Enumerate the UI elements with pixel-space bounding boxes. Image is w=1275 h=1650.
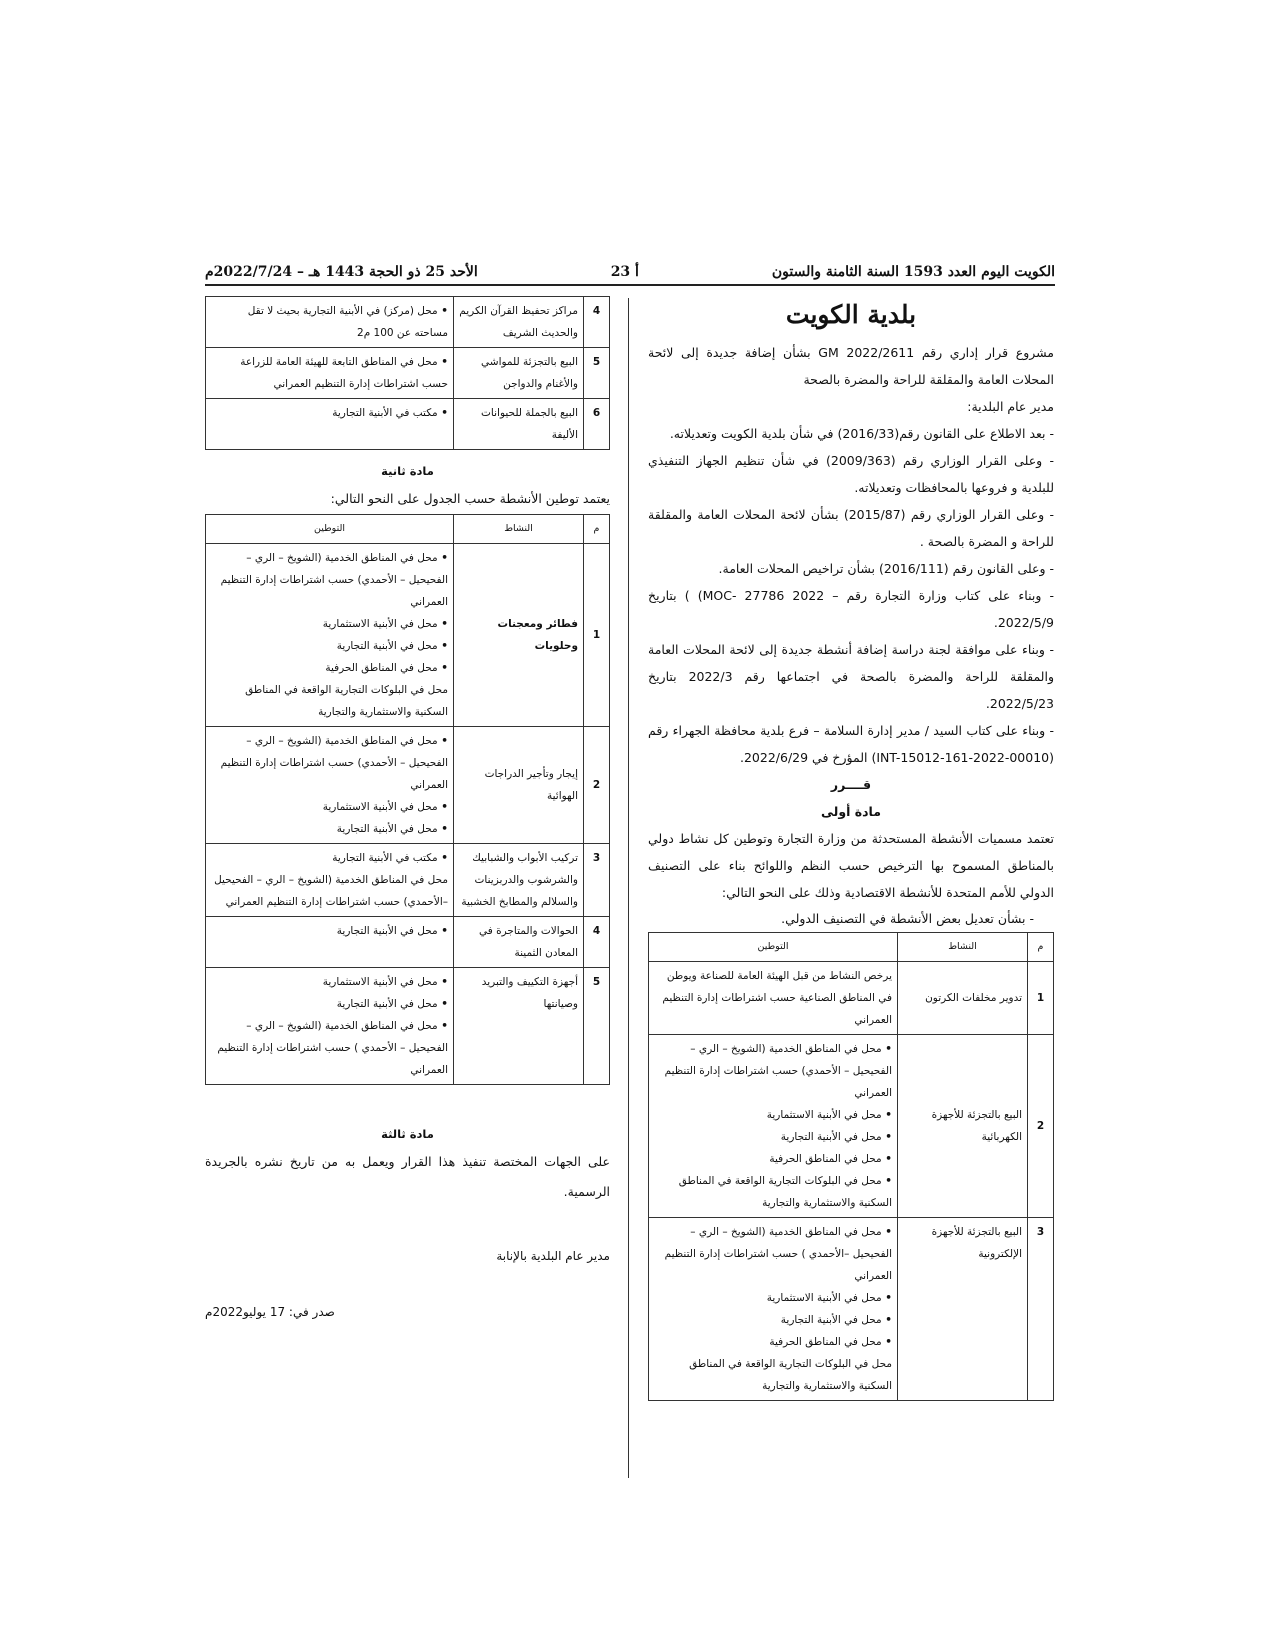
table-row: [206, 727, 610, 844]
row-activity: البيع بالتجزئة للمواشي والأغنام والدواجن: [454, 348, 584, 399]
recital: - وعلى القانون رقم (2016/111) بشأن تراخيص المحلات العامة.: [718, 561, 1054, 576]
row-activity: أجهزة التكييف والتبريد وصيانتها: [454, 968, 584, 1085]
col-header-num: م: [584, 515, 610, 544]
row-location: [206, 348, 454, 399]
location-item: • مكتب في الأبنية التجارية: [211, 402, 448, 424]
row-activity: مراكز تحفيظ القرآن الكريم والحديث الشريف: [454, 297, 584, 348]
row-num: 4: [584, 917, 610, 968]
journal-issue: الكويت اليوم العدد 1593 السنة الثامنة والستون: [771, 264, 1055, 280]
table-row: [206, 297, 610, 348]
table-row: [206, 844, 610, 917]
article-1-text: تعتمد مسميات الأنشطة المستحدثة من وزارة التجارة وتوطين كل نشاط دولي بالمناطق المسموح بها الترخيص حسب النظم واللوائح بناء على التصنيف الدولي للأمم المتحدة للأنشطة الاقتصادية وذلك على النحو التالي:: [648, 831, 1054, 900]
row-activity: البيع بالتجزئة للأجهزة الإلكترونية: [898, 1218, 1028, 1401]
col-header-activity: النشاط: [454, 515, 584, 544]
location-item: • محل في المناطق الخدمية (الشويخ – الري – الفحيحيل –الأحمدي ) حسب اشتراطات إدارة التنظيم العمراني: [654, 1221, 892, 1287]
municipality-title: بلدية الكويت: [785, 300, 917, 329]
column-divider: [628, 298, 629, 1478]
row-location: [206, 544, 454, 727]
location-item: • محل في الأبنية التجارية: [211, 635, 448, 657]
location-item: • مكتب في الأبنية التجارية: [211, 847, 448, 869]
recital: - وبناء على كتاب وزارة التجارة رقم – MOC- 27786 2022) ) بتاريخ 2022/5/9.: [648, 588, 1054, 630]
row-num: 1: [584, 544, 610, 727]
issued-date: صدر في: 17 يوليو2022م: [205, 1305, 335, 1319]
article-3-heading: مادة ثالثة: [381, 1127, 434, 1141]
col-header-location: التوطين: [206, 515, 454, 544]
location-item: • محل في المناطق الحرفية: [654, 1148, 892, 1170]
table-row: [206, 544, 610, 727]
col-header-num: م: [1028, 933, 1054, 962]
recital: - وعلى القرار الوزاري رقم (2015/87) بشأن لائحة المحلات العامة والمقلقة للراحة و المضرة بالصحة .: [648, 507, 1054, 549]
row-activity: تركيب الأبواب والشبابيك والشرشوب والدربزينات والسلالم والمطابخ الخشبية: [454, 844, 584, 917]
location-item: • محل في المناطق الخدمية (الشويخ – الري – الفحيحيل – الأحمدي) حسب اشتراطات إدارة التنظيم العمراني: [211, 547, 448, 613]
activities-table-1: [648, 932, 1054, 1401]
recital: - وعلى القرار الوزاري رقم (2009/363) في شأن تنظيم الجهاز التنفيذي للبلدية و فروعها بالمحافظات وتعديلاته.: [648, 453, 1054, 495]
row-num: 1: [1028, 962, 1054, 1035]
row-location: [649, 962, 898, 1035]
recital: - وبناء على موافقة لجنة دراسة إضافة أنشطة جديدة إلى لائحة المحلات العامة والمقلقة للراحة والمضرة بالصحة في اجتماعها رقم 2022/3 بتاريخ 2022/5/23.: [648, 642, 1054, 711]
row-location: [206, 399, 454, 450]
location-item: • محل في المناطق الخدمية (الشويخ – الري – الفحيحيل – الأحمدي ) حسب اشتراطات إدارة التنظيم العمراني: [211, 1015, 448, 1081]
row-num: 2: [1028, 1035, 1054, 1218]
note-line: - بشأن تعديل بعض الأنشطة في التصنيف الدولي.: [781, 911, 1034, 926]
article-3-text: على الجهات المختصة تنفيذ هذا القرار ويعمل به من تاريخ نشره بالجريدة الرسمية.: [205, 1154, 610, 1199]
row-location: [206, 917, 454, 968]
row-num: 5: [584, 348, 610, 399]
location-item: • محل في الأبنية الاستثمارية: [654, 1287, 892, 1309]
row-location: [206, 297, 454, 348]
row-num: 3: [1028, 1218, 1054, 1401]
row-location: [649, 1035, 898, 1218]
row-activity: تدوير مخلفات الكرتون: [898, 962, 1028, 1035]
location-item: • محل في المناطق الحرفية: [654, 1331, 892, 1353]
table-header-row: [206, 515, 610, 544]
row-activity: البيع بالتجزئة للأجهزة الكهربائية: [898, 1035, 1028, 1218]
location-item: • محل في الأبنية التجارية: [654, 1309, 892, 1331]
location-item: محل في البلوكات التجارية الواقعة في المناطق السكنية والاستثمارية والتجارية: [689, 1358, 892, 1392]
location-item: • محل في الأبنية الاستثمارية: [211, 613, 448, 635]
col-header-location: التوطين: [649, 933, 898, 962]
location-item: • محل في المناطق التابعة للهيئة العامة للزراعة حسب اشتراطات إدارة التنظيم العمراني: [211, 351, 448, 395]
location-item: • محل في المناطق الحرفية: [211, 657, 448, 679]
table-row: [206, 348, 610, 399]
left-column: [205, 296, 610, 1325]
recital: - وبناء على كتاب السيد / مدير إدارة السلامة – فرع بلدية محافظة الجهراء رقم (INT-15012-161-2022-00010) المؤرخ في 2022/6/29.: [648, 723, 1054, 765]
article-2-heading: مادة ثانية: [381, 464, 434, 478]
row-activity: فطائر ومعجنات وحلويات: [454, 544, 584, 727]
page-header: [205, 256, 1055, 286]
row-num: 5: [584, 968, 610, 1085]
location-item: • محل في الأبنية الاستثمارية: [211, 796, 448, 818]
row-num: 4: [584, 297, 610, 348]
activities-table-2: [205, 514, 610, 1085]
row-num: 3: [584, 844, 610, 917]
location-item: • محل في الأبنية التجارية: [211, 818, 448, 840]
issue-date: الأحد 25 ذو الحجة 1443 هـ – 2022/7/24م: [205, 264, 478, 280]
table-row: [649, 962, 1054, 1035]
row-num: 6: [584, 399, 610, 450]
location-item: • محل (مركز) في الأبنية التجارية بحيث لا تقل مساحته عن 100 م2: [211, 300, 448, 344]
table-row: [206, 917, 610, 968]
location-item: • محل في الأبنية التجارية: [654, 1126, 892, 1148]
table-row: [649, 1218, 1054, 1401]
location-item: • محل في المناطق الخدمية (الشويخ – الري – الفحيحيل – الأحمدي) حسب اشتراطات إدارة التنظيم العمراني: [654, 1038, 892, 1104]
table-row: [206, 968, 610, 1085]
signature-line: مدير عام البلدية بالإنابة: [496, 1249, 610, 1263]
row-location: [206, 727, 454, 844]
table-row: [206, 399, 610, 450]
location-item: • محل في الأبنية التجارية: [211, 993, 448, 1015]
recital: - بعد الاطلاع على القانون رقم(2016/33) في شأن بلدية الكويت وتعديلاته.: [669, 426, 1054, 441]
location-item: • محل في الأبنية التجارية: [211, 920, 448, 942]
location-item: • محل في البلوكات التجارية الواقعة في المناطق السكنية والاستثمارية والتجارية: [654, 1170, 892, 1214]
row-location: [206, 844, 454, 917]
col-header-activity: النشاط: [898, 933, 1028, 962]
article-1-heading: مادة أولى: [821, 804, 881, 819]
location-item: محل في البلوكات التجارية الواقعة في المناطق السكنية والاستثمارية والتجارية: [245, 684, 448, 718]
table-header-row: [649, 933, 1054, 962]
location-item: محل في المناطق الخدمية (الشويخ – الري – الفحيحيل –الأحمدي) حسب اشتراطات إدارة التنظيم العمراني: [214, 874, 448, 908]
row-location: [649, 1218, 898, 1401]
row-location: [206, 968, 454, 1085]
opening-line: مدير عام البلدية:: [967, 399, 1054, 414]
decided-heading: قــــرر: [830, 777, 872, 792]
page-number: أ 23: [610, 264, 639, 280]
location-item: يرخص النشاط من قبل الهيئة العامة للصناعة ويوطن في المناطق الصناعية حسب اشتراطات إدارة التنظيم العمراني: [662, 970, 892, 1026]
row-num: 2: [584, 727, 610, 844]
activities-table-continued: [205, 296, 610, 450]
location-item: • محل في المناطق الخدمية (الشويخ – الري – الفحيحيل – الأحمدي) حسب اشتراطات إدارة التنظيم العمراني: [211, 730, 448, 796]
article-2-text: يعتمد توطين الأنشطة حسب الجدول على النحو التالي:: [330, 491, 610, 506]
location-item: • محل في الأبنية الاستثمارية: [654, 1104, 892, 1126]
location-item: • محل في الأبنية الاستثمارية: [211, 971, 448, 993]
row-activity: البيع بالجملة للحيوانات الأليفة: [454, 399, 584, 450]
table-row: [649, 1035, 1054, 1218]
decision-title: مشروع قرار إداري رقم GM 2022/2611 بشأن إضافة جديدة إلى لائحة المحلات العامة والمقلقة للراحة والمضرة بالصحة: [648, 345, 1055, 387]
right-column: [648, 300, 1054, 1401]
row-activity: إيجار وتأجير الدراجات الهوائية: [454, 727, 584, 844]
row-activity: الحوالات والمتاجرة في المعادن الثمينة: [454, 917, 584, 968]
